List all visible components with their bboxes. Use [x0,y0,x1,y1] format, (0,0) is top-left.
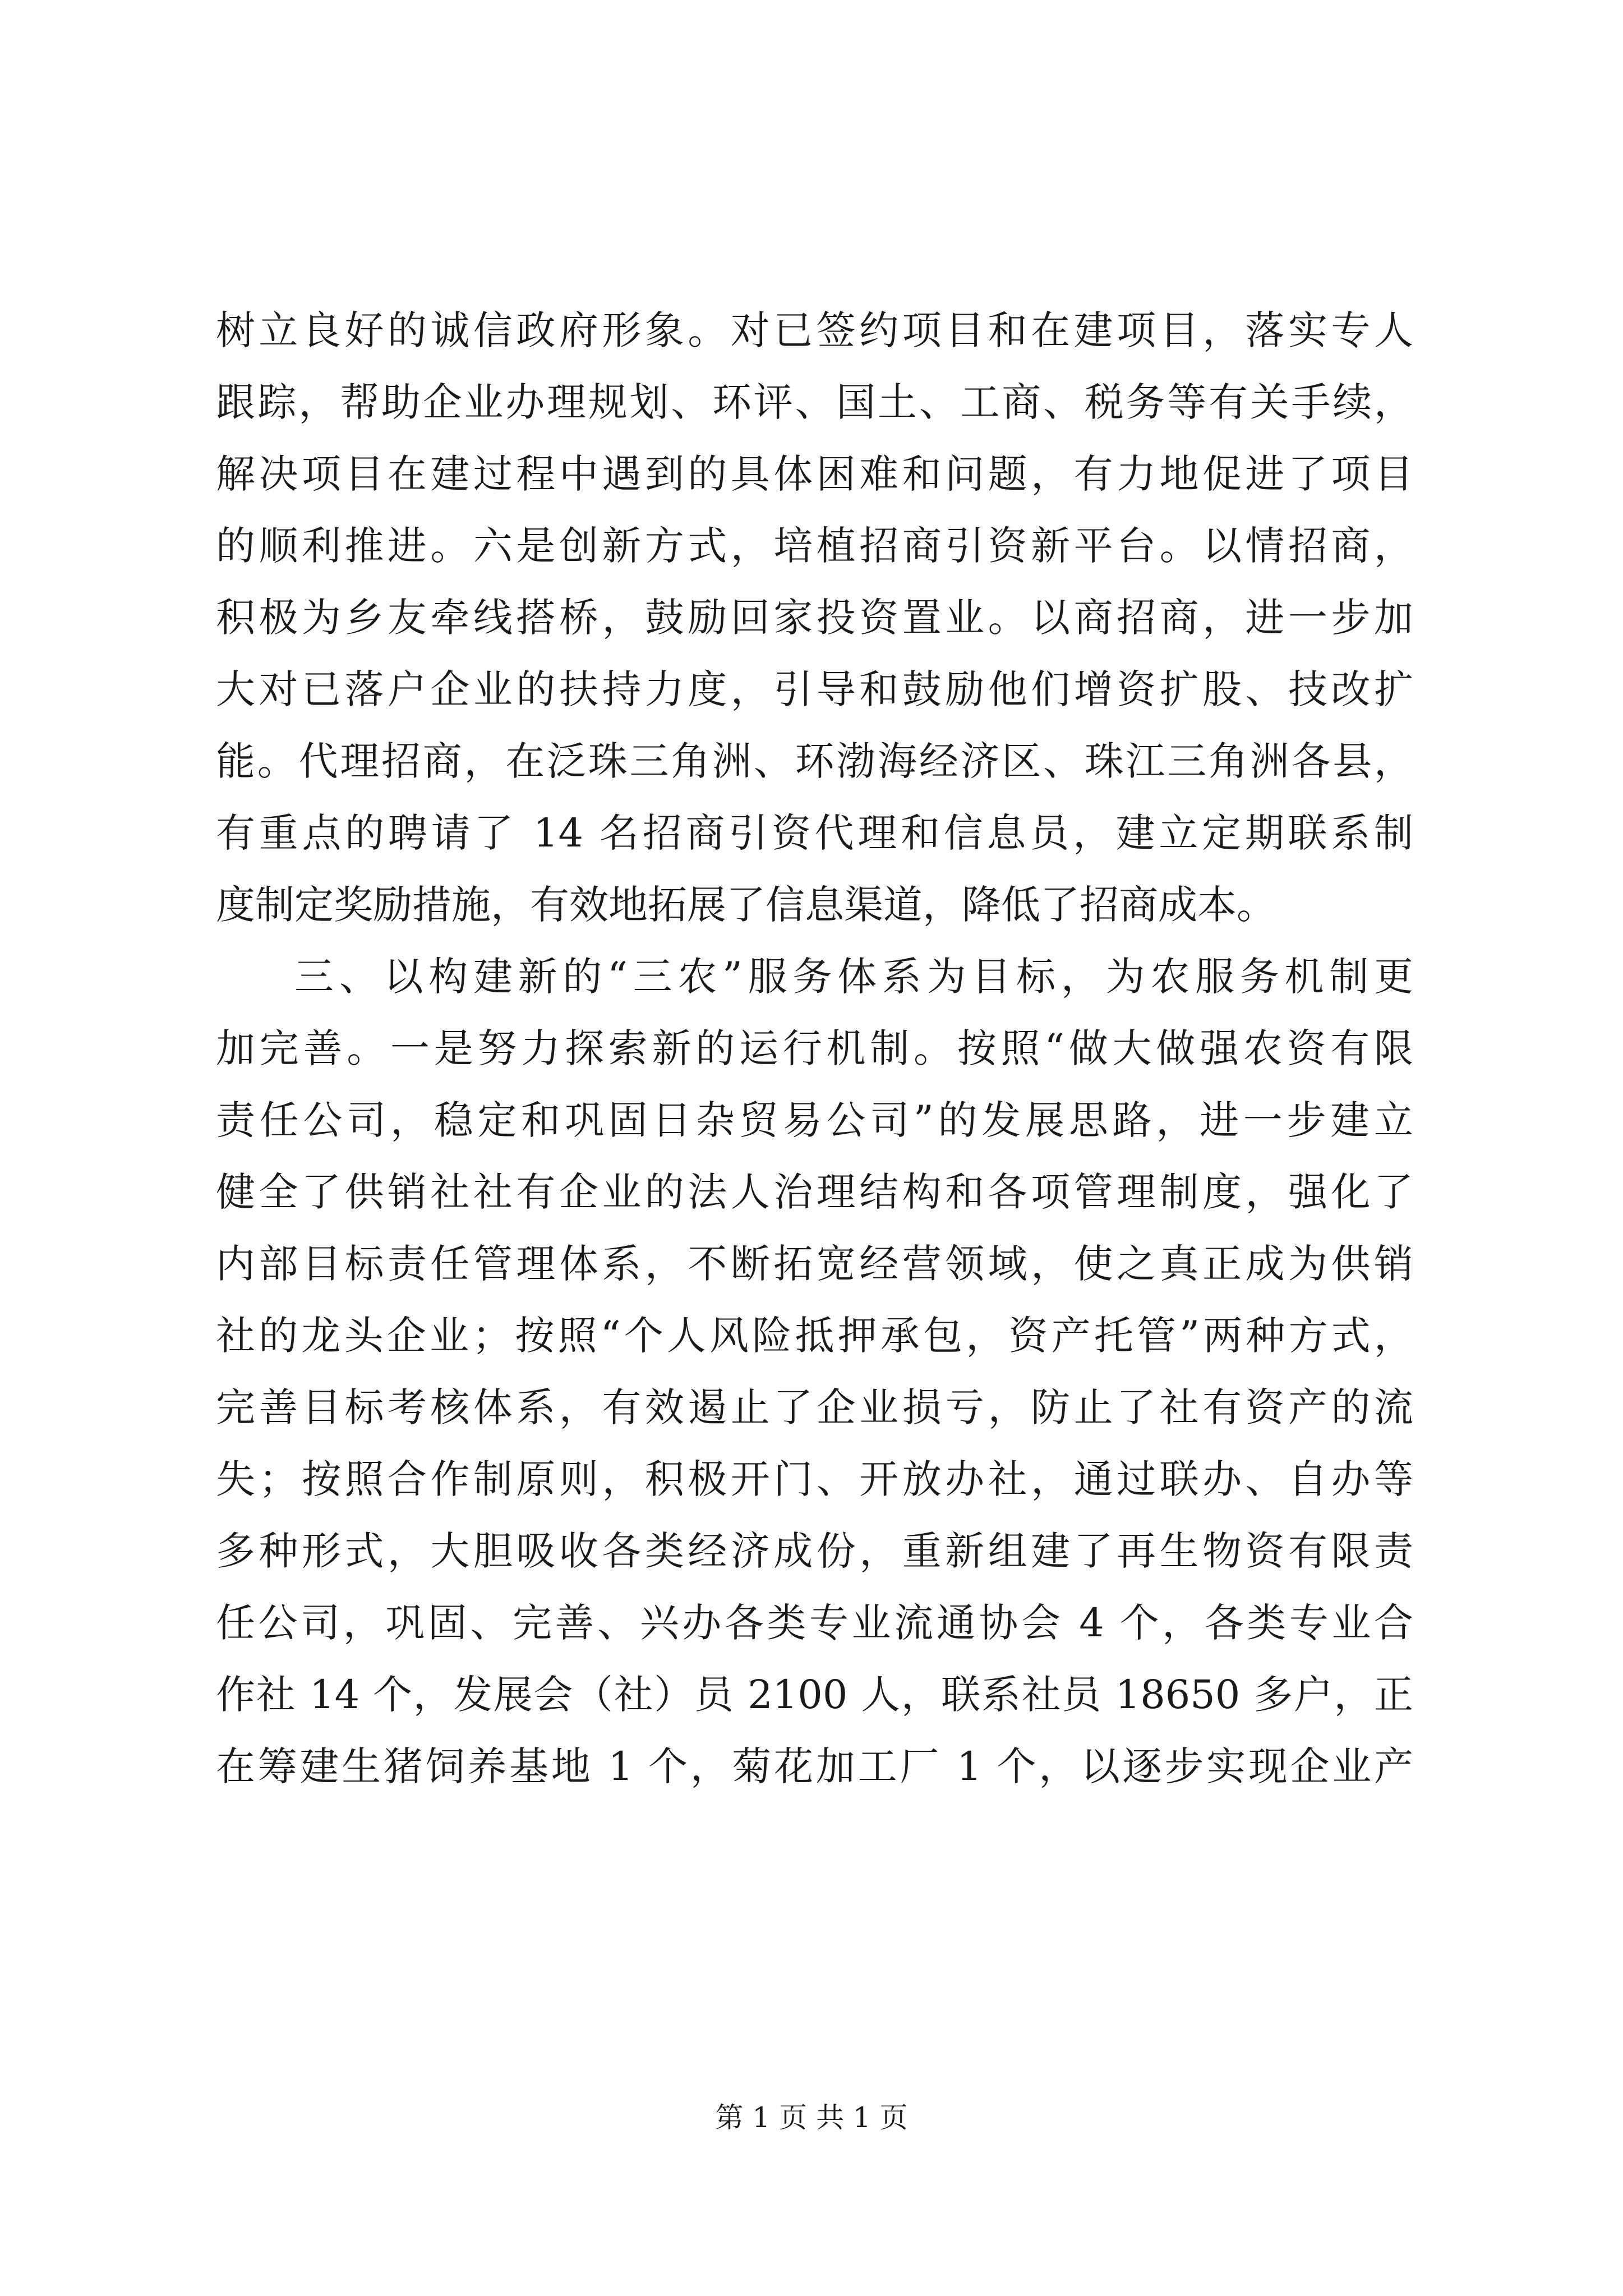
text-line: 的顺利推进。六是创新方式，培植招商引资新平台。以情招商， [216,523,1413,569]
text-line: 多种形式，大胆吸收各类经济成份，重新组建了再生物资有限责 [216,1528,1413,1574]
page-footer: 第 1 页 共 1 页 [715,2101,908,2134]
text-line: 作社 14 个，发展会（社）员 2100 人，联系社员 18650 多户，正 [216,1672,1413,1718]
text-line: 树立良好的诚信政府形象。对已签约项目和在建项目，落实专人 [216,307,1413,353]
text-line: 有重点的聘请了 14 名招商引资代理和信息员，建立定期联系制 [216,810,1413,856]
text-line: 失；按照合作制原则，积极开门、开放办社，通过联办、自办等 [216,1456,1413,1502]
body-text [216,295,1413,1802]
text-line: 在筹建生猪饲养基地 1 个，菊花加工厂 1 个，以逐步实现企业产 [216,1743,1413,1789]
text-line: 大对已落户企业的扶持力度，引导和鼓励他们增资扩股、技改扩 [216,666,1413,712]
text-line: 三、以构建新的“三农”服务体系为目标，为农服务机制更 [294,954,1413,1000]
text-line: 责任公司，稳定和巩固日杂贸易公司”的发展思路，进一步建立 [216,1097,1413,1143]
text-line: 健全了供销社社有企业的法人治理结构和各项管理制度，强化了 [216,1169,1413,1215]
text-line: 跟踪，帮助企业办理规划、环评、国土、工商、税务等有关手续， [216,379,1413,425]
text-line: 加完善。一是努力探索新的运行机制。按照“做大做强农资有限 [216,1025,1413,1071]
paragraph-1 [216,295,1413,941]
text-line: 度制定奖励措施，有效地拓展了信息渠道，降低了招商成本。 [216,882,1276,928]
text-line: 解决项目在建过程中遇到的具体困难和问题，有力地促进了项目 [216,451,1413,497]
text-line: 任公司，巩固、完善、兴办各类专业流通协会 4 个，各类专业合 [216,1600,1413,1646]
text-line: 内部目标责任管理体系，不断拓宽经营领域，使之真正成为供销 [216,1241,1413,1287]
text-line: 社的龙头企业；按照“个人风险抵押承包，资产托管”两种方式， [216,1313,1413,1359]
text-line: 能。代理招商，在泛珠三角洲、环渤海经济区、珠江三角洲各县， [216,738,1413,784]
paragraph-2 [216,941,1413,1802]
text-line: 积极为乡友牵线搭桥，鼓励回家投资置业。以商招商，进一步加 [216,595,1413,641]
text-line: 完善目标考核体系，有效遏止了企业损亏，防止了社有资产的流 [216,1384,1413,1430]
